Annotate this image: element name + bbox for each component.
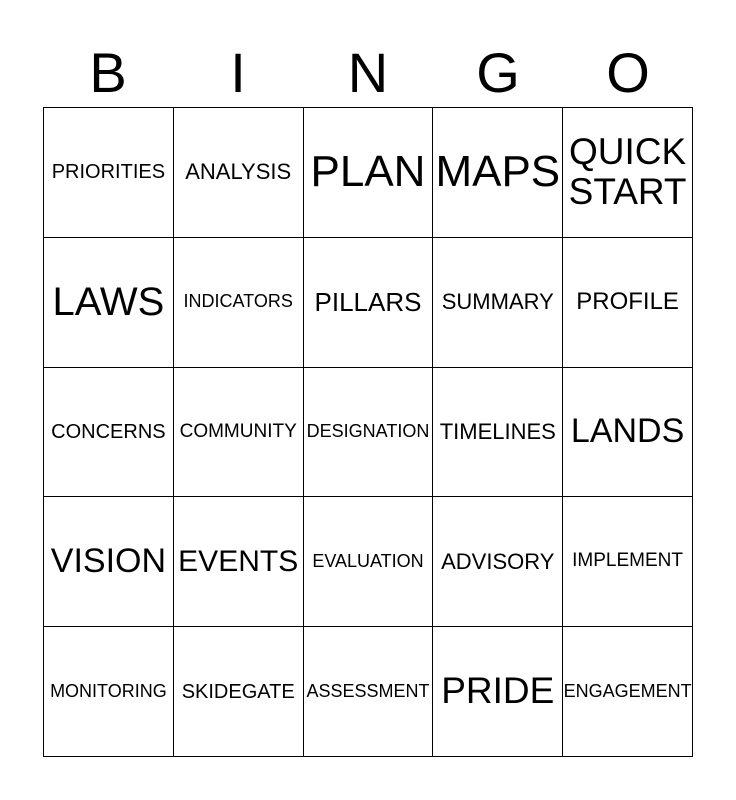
- bingo-cell[interactable]: SUMMARY: [433, 238, 563, 368]
- bingo-cell[interactable]: PRIDE: [433, 627, 563, 757]
- bingo-cell[interactable]: EVENTS: [174, 497, 304, 627]
- bingo-cell[interactable]: MAPS: [433, 108, 563, 238]
- bingo-cell[interactable]: PROFILE: [563, 238, 693, 368]
- bingo-cell[interactable]: LANDS: [563, 368, 693, 498]
- bingo-cell[interactable]: VISION: [44, 497, 174, 627]
- bingo-cell[interactable]: SKIDEGATE: [174, 627, 304, 757]
- header-letter-o: O: [606, 41, 650, 104]
- bingo-cell[interactable]: EVALUATION: [304, 497, 434, 627]
- bingo-cell[interactable]: IMPLEMENT: [563, 497, 693, 627]
- bingo-cell[interactable]: CONCERNS: [44, 368, 174, 498]
- header-letter-b: B: [89, 41, 127, 104]
- header-letter-n: N: [347, 41, 389, 104]
- bingo-cell[interactable]: ENGAGEMENT: [563, 627, 693, 757]
- bingo-cell[interactable]: ASSESSMENT: [304, 627, 434, 757]
- header-letter-i: I: [230, 41, 246, 104]
- bingo-cell[interactable]: DESIGNATION: [304, 368, 434, 498]
- header-letter-g: G: [476, 41, 520, 104]
- bingo-cell[interactable]: MONITORING: [44, 627, 174, 757]
- bingo-cell[interactable]: PILLARS: [304, 238, 434, 368]
- bingo-cell[interactable]: LAWS: [44, 238, 174, 368]
- bingo-cell[interactable]: ANALYSIS: [174, 108, 304, 238]
- bingo-board: [43, 107, 693, 757]
- bingo-cell[interactable]: TIMELINES: [433, 368, 563, 498]
- bingo-cell[interactable]: QUICK START: [563, 108, 693, 238]
- bingo-cell[interactable]: PLAN: [304, 108, 434, 238]
- bingo-cell[interactable]: INDICATORS: [174, 238, 304, 368]
- bingo-cell[interactable]: PRIORITIES: [44, 108, 174, 238]
- bingo-cell[interactable]: COMMUNITY: [174, 368, 304, 498]
- bingo-cell[interactable]: ADVISORY: [433, 497, 563, 627]
- bingo-header: [43, 40, 693, 106]
